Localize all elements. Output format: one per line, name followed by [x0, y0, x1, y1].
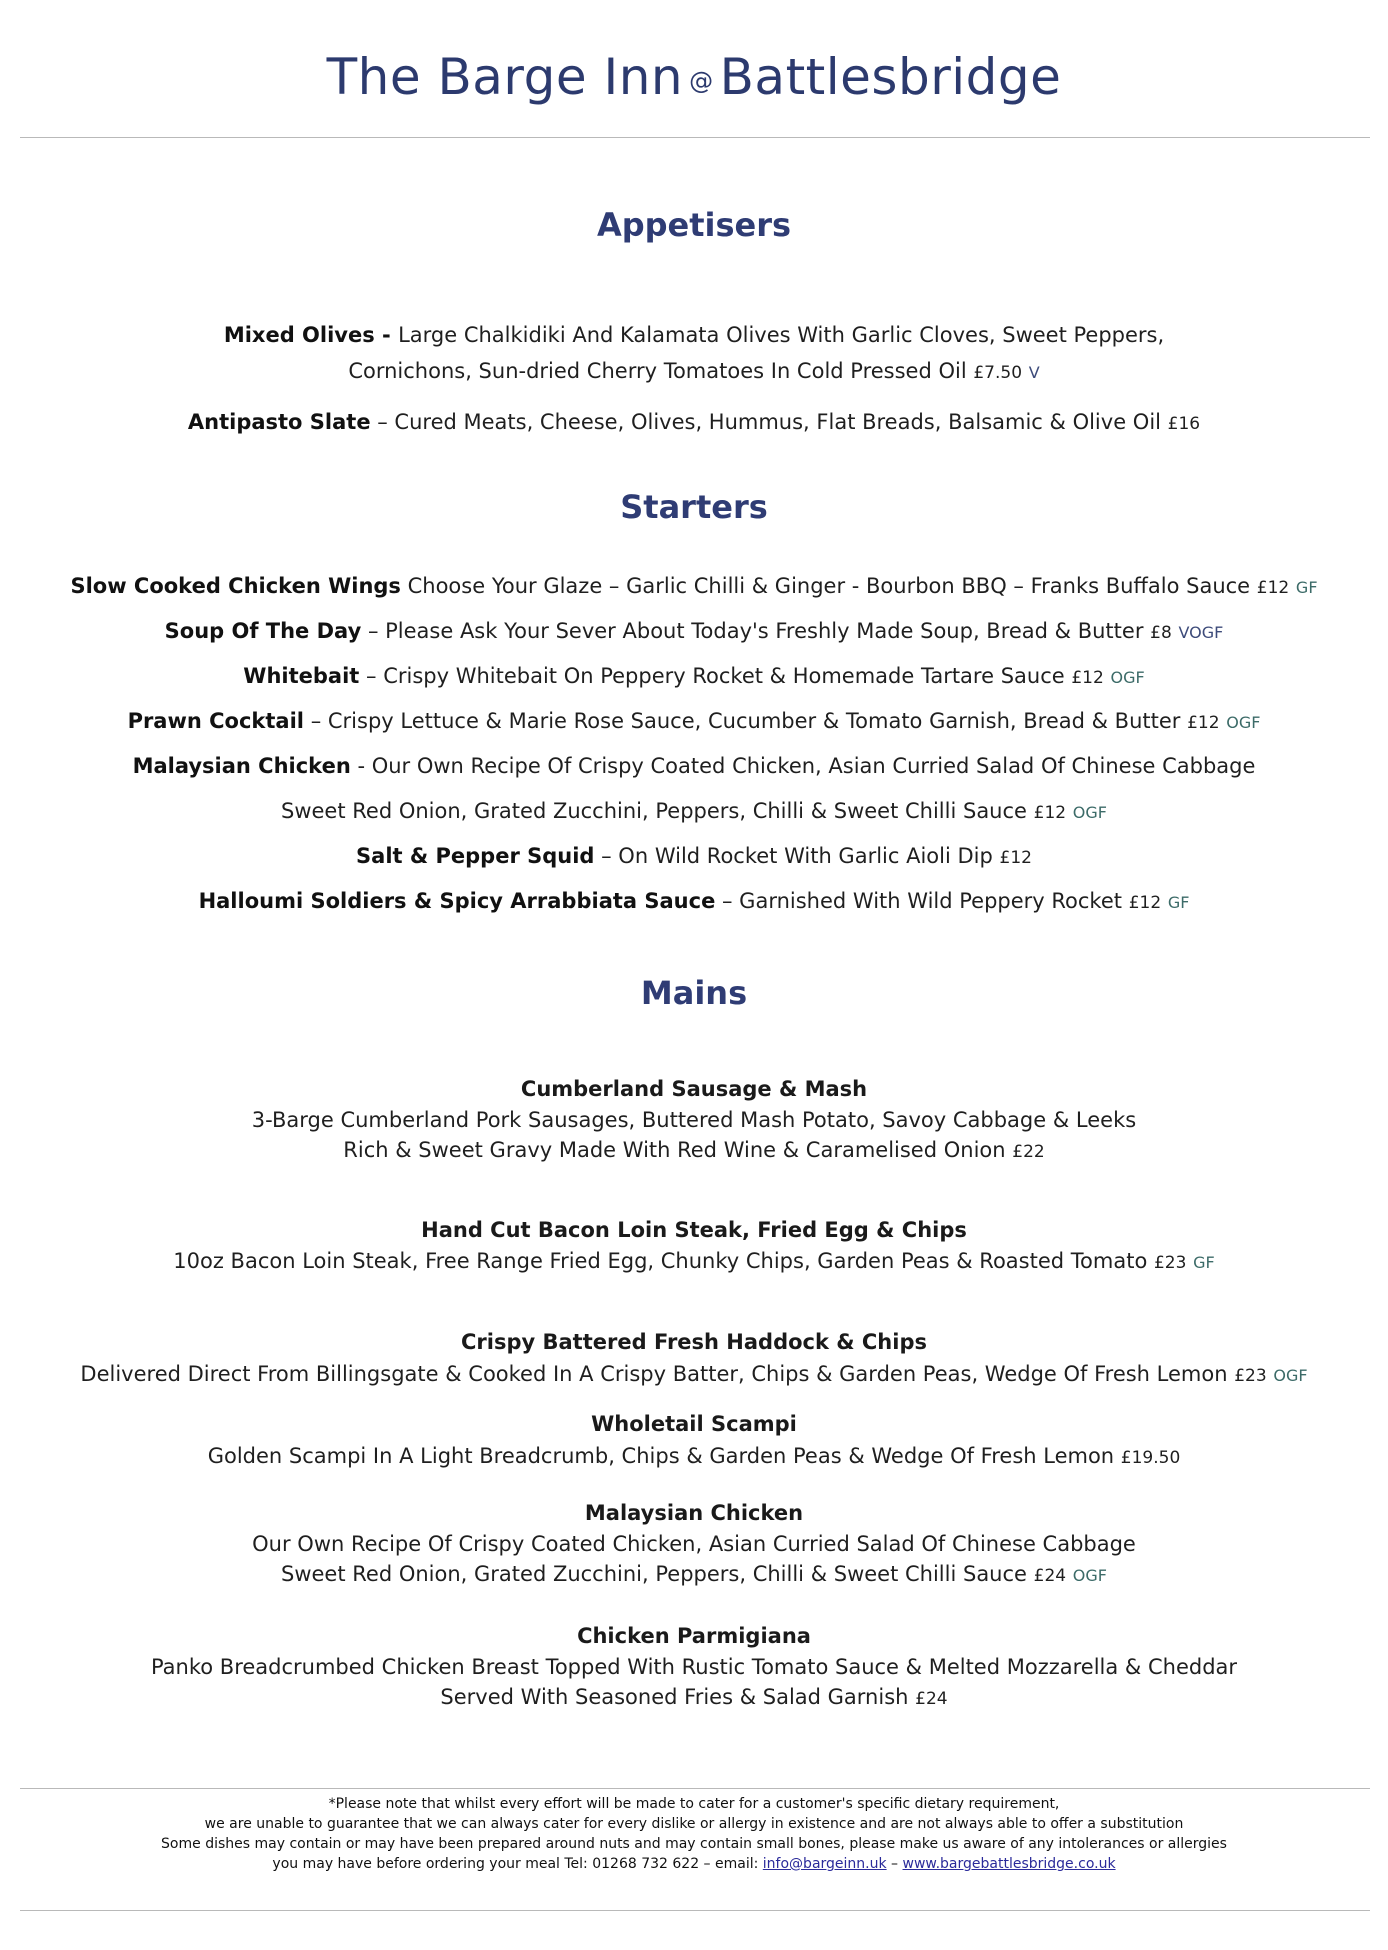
menu-item-prawn-cocktail [0, 707, 1388, 737]
item-name: Soup Of The Day [164, 619, 362, 643]
item-description: Sweet Red Onion, Grated Zucchini, Peppers, Chilli & Sweet Chilli Sauce [281, 799, 1034, 823]
top-divider [20, 137, 1370, 138]
item-description: Choose Your Glaze – Garlic Chilli & Ginger - Bourbon BBQ – Franks Buffalo Sauce [400, 574, 1257, 598]
main-title-scampi: Wholetail Scampi [591, 1412, 797, 1436]
item-description: Served With Seasoned Fries & Salad Garnish [440, 1685, 916, 1709]
footer-divider-top [20, 1788, 1370, 1789]
dietary-tag: OGF [1273, 1366, 1308, 1385]
item-name: Salt & Pepper Squid [356, 844, 595, 868]
email-link[interactable]: info@bargeinn.uk [762, 1856, 887, 1872]
main-desc-scampi [0, 1442, 1388, 1472]
main-title-haddock: Crispy Battered Fresh Haddock & Chips [461, 1330, 927, 1354]
main-title-cumberland: Cumberland Sausage & Mash [520, 1077, 868, 1101]
item-description: Sweet Red Onion, Grated Zucchini, Peppers, Chilli & Sweet Chilli Sauce [281, 1562, 1034, 1586]
item-price: £16 [1167, 414, 1201, 434]
main-title-bacon-loin: Hand Cut Bacon Loin Steak, Fried Egg & Chips [421, 1218, 967, 1242]
title-at: @ [689, 66, 714, 95]
menu-item-soup-of-the-day [0, 617, 1388, 647]
item-name: Malaysian Chicken [132, 754, 351, 778]
item-name: Mixed Olives - [223, 323, 399, 347]
item-description: – Please Ask Your Sever About Today's Freshly Made Soup, Bread & Butter [361, 619, 1151, 643]
notice-line-3: Some dishes may contain or may have been prepared around nuts and may contain small bones, please make us aware of any intolerances or allergies [161, 1836, 1227, 1852]
dietary-tag: OGF [1072, 1566, 1107, 1585]
website-link[interactable]: www.bargebattlesbridge.co.uk [902, 1856, 1116, 1872]
dietary-tag: V [1028, 363, 1040, 382]
item-description: Large Chalkidiki And Kalamata Olives With Garlic Cloves, Sweet Peppers, [398, 323, 1165, 347]
menu-item-halloumi-soldiers [0, 887, 1388, 917]
item-description: 3-Barge Cumberland Pork Sausages, Buttered Mash Potato, Savoy Cabbage & Leeks [251, 1108, 1137, 1132]
item-description: Delivered Direct From Billingsgate & Cooked In A Crispy Batter, Chips & Garden Peas, Wedge Of Fresh Lemon [80, 1362, 1235, 1386]
item-price: £22 [1012, 1142, 1045, 1162]
item-name: Halloumi Soldiers & Spicy Arrabbiata Sauce [198, 889, 716, 913]
item-description: Golden Scampi In A Light Breadcrumb, Chips & Garden Peas & Wedge Of Fresh Lemon [207, 1444, 1121, 1468]
title-left: The Barge Inn [326, 48, 684, 106]
notice-line-1: *Please note that whilst every effort will be made to cater for a customer's specific dietary requirement, [328, 1796, 1060, 1812]
dietary-tag: OGF [1110, 668, 1145, 687]
item-description: – Garnished With Wild Peppery Rocket [715, 889, 1129, 913]
main-desc-cumberland-1 [0, 1106, 1388, 1134]
menu-item-salt-pepper-squid [0, 842, 1388, 872]
item-description: Panko Breadcrumbed Chicken Breast Topped With Rustic Tomato Sauce & Melted Mozzarella & Cheddar [150, 1655, 1238, 1679]
notice-line-4 [0, 1854, 1388, 1874]
main-desc-haddock [0, 1360, 1388, 1390]
main-desc-bacon-loin [0, 1247, 1388, 1277]
item-description: – Crispy Lettuce & Marie Rose Sauce, Cucumber & Tomato Garnish, Bread & Butter [304, 709, 1188, 733]
item-price: £24 [1033, 1566, 1067, 1586]
section-heading-appetisers: Appetisers [596, 206, 792, 244]
title-right: Battlesbridge [719, 48, 1062, 106]
item-description: - Our Own Recipe Of Crispy Coated Chicken, Asian Curried Salad Of Chinese Cabbage [350, 754, 1256, 778]
item-description: – Cured Meats, Cheese, Olives, Hummus, Flat Breads, Balsamic & Olive Oil [370, 410, 1168, 434]
menu-item-whitebait [0, 662, 1388, 692]
main-desc-parmigiana-2 [0, 1683, 1388, 1713]
main-desc-parmigiana-1 [0, 1653, 1388, 1681]
item-description: – Crispy Whitebait On Peppery Rocket & Homemade Tartare Sauce [359, 664, 1072, 688]
item-description: Rich & Sweet Gravy Made With Red Wine & Caramelised Onion [343, 1138, 1013, 1162]
footer-divider-bottom [20, 1910, 1370, 1911]
menu-item-mixed-olives-line2 [0, 357, 1388, 387]
item-price: £12 [1128, 893, 1162, 913]
menu-item-malaysian-chicken-starter-line2 [0, 797, 1388, 827]
contact-separator: – [886, 1856, 903, 1872]
item-price: £8 [1150, 623, 1172, 643]
item-name: Prawn Cocktail [127, 709, 305, 733]
contact-text: you may have before ordering your meal Tel: 01268 732 622 – email: [272, 1856, 763, 1872]
dietary-tag: GF [1193, 1253, 1215, 1272]
dietary-tag: V [1178, 623, 1190, 642]
menu-item-chicken-wings [0, 572, 1388, 602]
dietary-tag: OGF [1226, 713, 1261, 732]
section-heading-mains: Mains [640, 974, 748, 1012]
allergy-notice [0, 1794, 1388, 1874]
item-price: £23 [1153, 1253, 1187, 1273]
item-price: £19.50 [1120, 1448, 1181, 1468]
main-desc-malaysian-chicken-2 [0, 1560, 1388, 1590]
item-description: Our Own Recipe Of Crispy Coated Chicken, Asian Curried Salad Of Chinese Cabbage [252, 1532, 1136, 1556]
item-name: Slow Cooked Chicken Wings [70, 574, 401, 598]
section-heading-starters: Starters [620, 488, 768, 526]
main-title-parmigiana: Chicken Parmigiana [577, 1624, 811, 1648]
restaurant-title [0, 48, 1388, 106]
item-price: £23 [1234, 1366, 1267, 1386]
item-name: Antipasto Slate [187, 410, 371, 434]
menu-item-antipasto-slate [0, 408, 1388, 438]
item-price: £12 [999, 848, 1032, 868]
dietary-tag: GF [1167, 893, 1190, 912]
item-price: £24 [915, 1689, 948, 1709]
main-title-malaysian-chicken: Malaysian Chicken [584, 1501, 804, 1525]
dietary-tag: OGF [1189, 623, 1224, 642]
menu-item-malaysian-chicken-starter [0, 752, 1388, 780]
item-price: £12 [1033, 803, 1067, 823]
dietary-tag: OGF [1072, 803, 1107, 822]
item-description: – On Wild Rocket With Garlic Aioli Dip [594, 844, 1000, 868]
notice-line-2: we are unable to guarantee that we can always cater for every dislike or allergy in existence and are not always able to offer a substitution [204, 1816, 1184, 1832]
item-price: £12 [1071, 668, 1104, 688]
dietary-tag: GF [1295, 578, 1318, 597]
menu-item-mixed-olives [0, 321, 1388, 349]
item-name: Whitebait [243, 664, 360, 688]
main-desc-malaysian-chicken-1 [0, 1530, 1388, 1558]
item-price: £12 [1256, 578, 1290, 598]
item-price: £12 [1187, 713, 1220, 733]
item-price: £7.50 [973, 363, 1023, 383]
item-description: Cornichons, Sun-dried Cherry Tomatoes In Cold Pressed Oil [348, 359, 974, 383]
main-desc-cumberland-2 [0, 1136, 1388, 1166]
item-description: 10oz Bacon Loin Steak, Free Range Fried Egg, Chunky Chips, Garden Peas & Roasted Tomato [173, 1249, 1154, 1273]
